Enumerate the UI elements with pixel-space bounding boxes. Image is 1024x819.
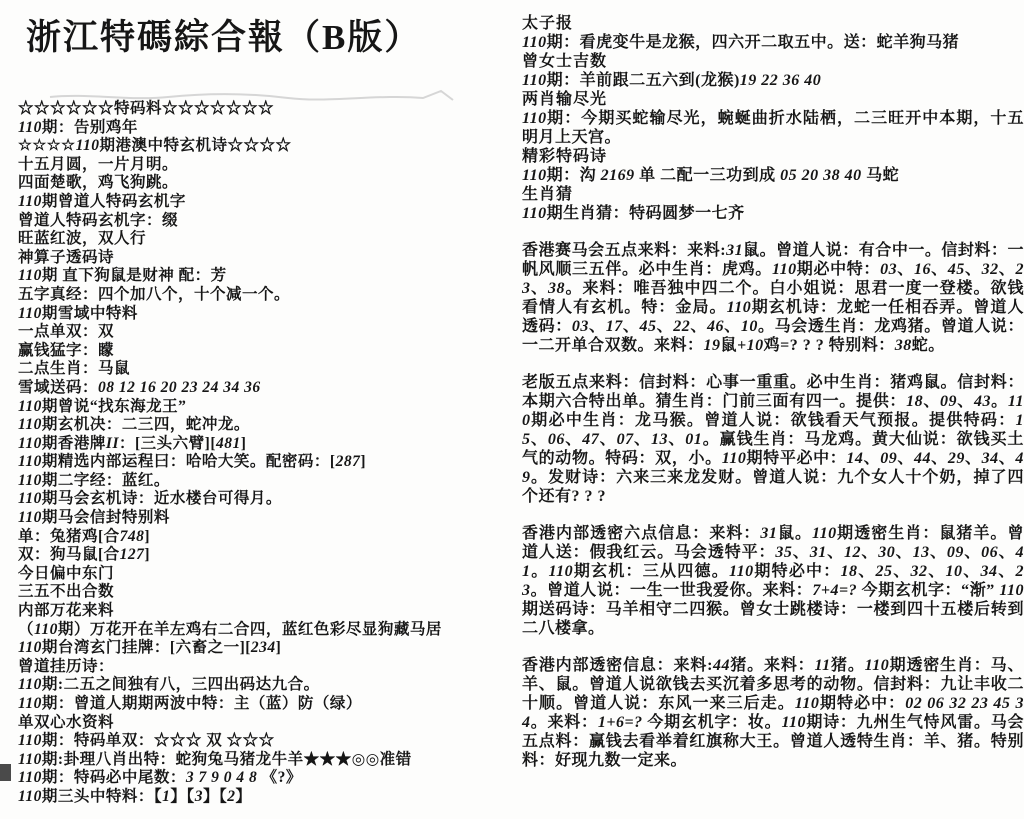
left-line: 110期：告别鸡年 (18, 118, 138, 136)
page-title: 浙江特碼綜合報（B版） (26, 18, 422, 57)
section-text: 110期：今期买蛇输尽光，蜿蜒曲折水陆栖，二三旺开中本期，十五明月上天宫。 (522, 110, 1024, 146)
left-line: 110期:二五之间独有八，三四出码达九合。 (18, 676, 320, 694)
left-line: 曾道人特码玄机字：缀 (18, 211, 179, 229)
left-line: 110期马会信封特别料 (18, 509, 170, 527)
left-line: 神算子透码诗 (18, 248, 115, 266)
left-line: 单双心水资料 (18, 713, 115, 731)
left-line: 110期 直下狗鼠是财神 配：芳 (18, 267, 227, 285)
section-heading: 两肖输尽光 (522, 91, 608, 108)
left-line: 110期玄机决：二三四，蛇冲龙。 (18, 416, 250, 434)
left-line: 四面楚歌，鸡飞狗跳。 (18, 174, 179, 192)
left-column (18, 100, 512, 807)
left-line: 110期：特码单双：☆☆☆ 双 ☆☆☆ (18, 732, 275, 750)
paragraph-hk-internal-6pt-info: 香港内部透密六点信息：来料：31鼠。110期透密生肖：鼠猪羊。曾道人送：假我红云。马会透特平：35、31、12、30、13、09、06、41。110期玄机：三从四德。110期特必中：18、25、32、10、34、23。曾道人说：一生一世我爱你。来料：7+4=? 今期玄机字：“渐” 110期送码诗：马羊相守二四猴。曾女士跳楼诗：一楼到四十五楼后转到二八楼拿。 (522, 525, 1024, 637)
section-heading: 曾女士吉数 (522, 53, 608, 70)
section-text: 110期：羊前跟二五六到(龙猴)19 22 36 40 (522, 72, 822, 89)
left-line: 110期台湾玄门挂牌：[六畜之一][234] (18, 639, 282, 657)
left-line: ☆☆☆☆☆☆特码料☆☆☆☆☆☆☆ (18, 100, 275, 117)
left-line: 110期曾道人特码玄机字 (18, 192, 186, 210)
left-line: 110期香港牌II：[三头六臂][481] (18, 434, 247, 452)
section-text: 110期：看虎变牛是龙猴，四六开二取五中。送：蛇羊狗马猪 (522, 34, 960, 51)
section-text: 110期：沟 2169 单 二配一三功到成 05 20 38 40 马蛇 (522, 167, 900, 184)
left-line: 三五不出合数 (18, 583, 115, 601)
left-line: 十五月圆，一片月明。 (18, 155, 179, 173)
left-line: 110期曾说“找东海龙王” (18, 397, 187, 415)
left-line: 双：狗马鼠[合127] (18, 546, 151, 564)
left-line: 110期:卦理八肖出特：蛇狗兔马猪龙牛羊★★★◎◎准错 (18, 750, 412, 768)
left-line: 二点生肖：马鼠 (18, 360, 131, 378)
left-line: 曾道挂历诗： (18, 657, 115, 675)
left-line: （110期）万花开在羊左鸡右二合四，蓝红色彩尽显狗藏马居 (18, 620, 442, 638)
left-line: 一点单双：双 (18, 323, 115, 341)
left-line: ☆☆☆☆110期港澳中特玄机诗☆☆☆☆ (18, 137, 292, 155)
section-heading: 精彩特码诗 (522, 148, 608, 165)
left-line: 雪域送码：08 12 16 20 23 24 34 36 (18, 378, 261, 396)
paragraph-hk-jockey-club-5pt: 香港赛马会五点来料：来料:31鼠。曾道人说：有合中一。信封料：一帆风顺三五伴。必中生肖：虎鸡。110期必中特：03、16、45、32、23、38。来料：唯吾独中四二个。白小姐说：思君一度一登楼。欲钱看情人有玄机。特：金局。110期玄机诗：龙蛇一任相吞弄。曾道人透码：03、17、45、22、46、10。马会透生肖：龙鸡猪。曾道人说：一二开单合双数。来料：19鼠+10鸡=? ? ? 特别料：38蛇。 (522, 242, 1024, 354)
left-line: 110期二字经：蓝红。 (18, 471, 170, 489)
left-line: 今日偏中东门 (18, 564, 115, 582)
left-line: 110期：曾道人期期两波中特：主（蓝）防（绿） (18, 695, 362, 712)
left-line: 110期马会玄机诗：近水楼台可得月。 (18, 490, 282, 508)
left-line: 内部万花来料 (18, 602, 115, 620)
left-line: 110期：特码必中尾数：3 7 9 0 4 8 《?》 (18, 769, 302, 787)
section-heading: 太子报 (522, 15, 574, 32)
left-line: 110期精选内部运程曰：哈哈大笑。配密码：[287] (18, 453, 366, 471)
paragraph-hk-internal-info: 香港内部透密信息：来料:44猪。来料：11猪。110期透密生肖：马、羊、鼠。曾道人说欲钱去买沉着多思考的动物。信封料：九让丰收二十顺。曾道人说：东风一来三后走。110期特必中：02 06 32 23 45 34。来料：1+6=? 今期玄机字：妆。110期诗：九州生气恃风雷。马会五点料：赢钱去看举着红旗称大王。曾道人透特生肖：羊、猪。特别料：好现九数一定来。 (522, 657, 1024, 769)
section-heading: 生肖猜 (522, 186, 574, 203)
section-text: 110期生肖猜：特码圆梦一七齐 (522, 205, 745, 222)
left-line: 单：兔猪鸡[合748] (18, 527, 151, 545)
left-line: 赢钱猛字：矇 (18, 341, 115, 359)
right-column (522, 14, 1024, 770)
left-line: 五字真经：四个加八个，十个减一个。 (18, 285, 291, 303)
paragraph-old-edition-5pt: 老版五点来料：信封料：心事一重重。必中生肖：猪鸡鼠。信封料：本期六合特出单。猜生肖：门前三面有四一。提供：18、09、43。110期必中生肖：龙马猴。曾道人说：欲钱看天气预报。提供特码：15、06、47、07、13、01。赢钱生肖：马龙鸡。黄大仙说：欲钱买土气的动物。特码：双，小。110期特平必中：14、09、44、29、34、49。发财诗：六来三来龙发财。曾道人说：九个女人十个奶，掉了四个还有? ? ? (522, 374, 1024, 505)
left-line: 旺蓝红波，双人行 (18, 230, 147, 248)
left-line: 110期雪域中特料 (18, 304, 138, 322)
scan-corner-artifact (0, 764, 11, 781)
left-line: 110期三头中特料：【1】【3】【2】 (18, 787, 252, 805)
